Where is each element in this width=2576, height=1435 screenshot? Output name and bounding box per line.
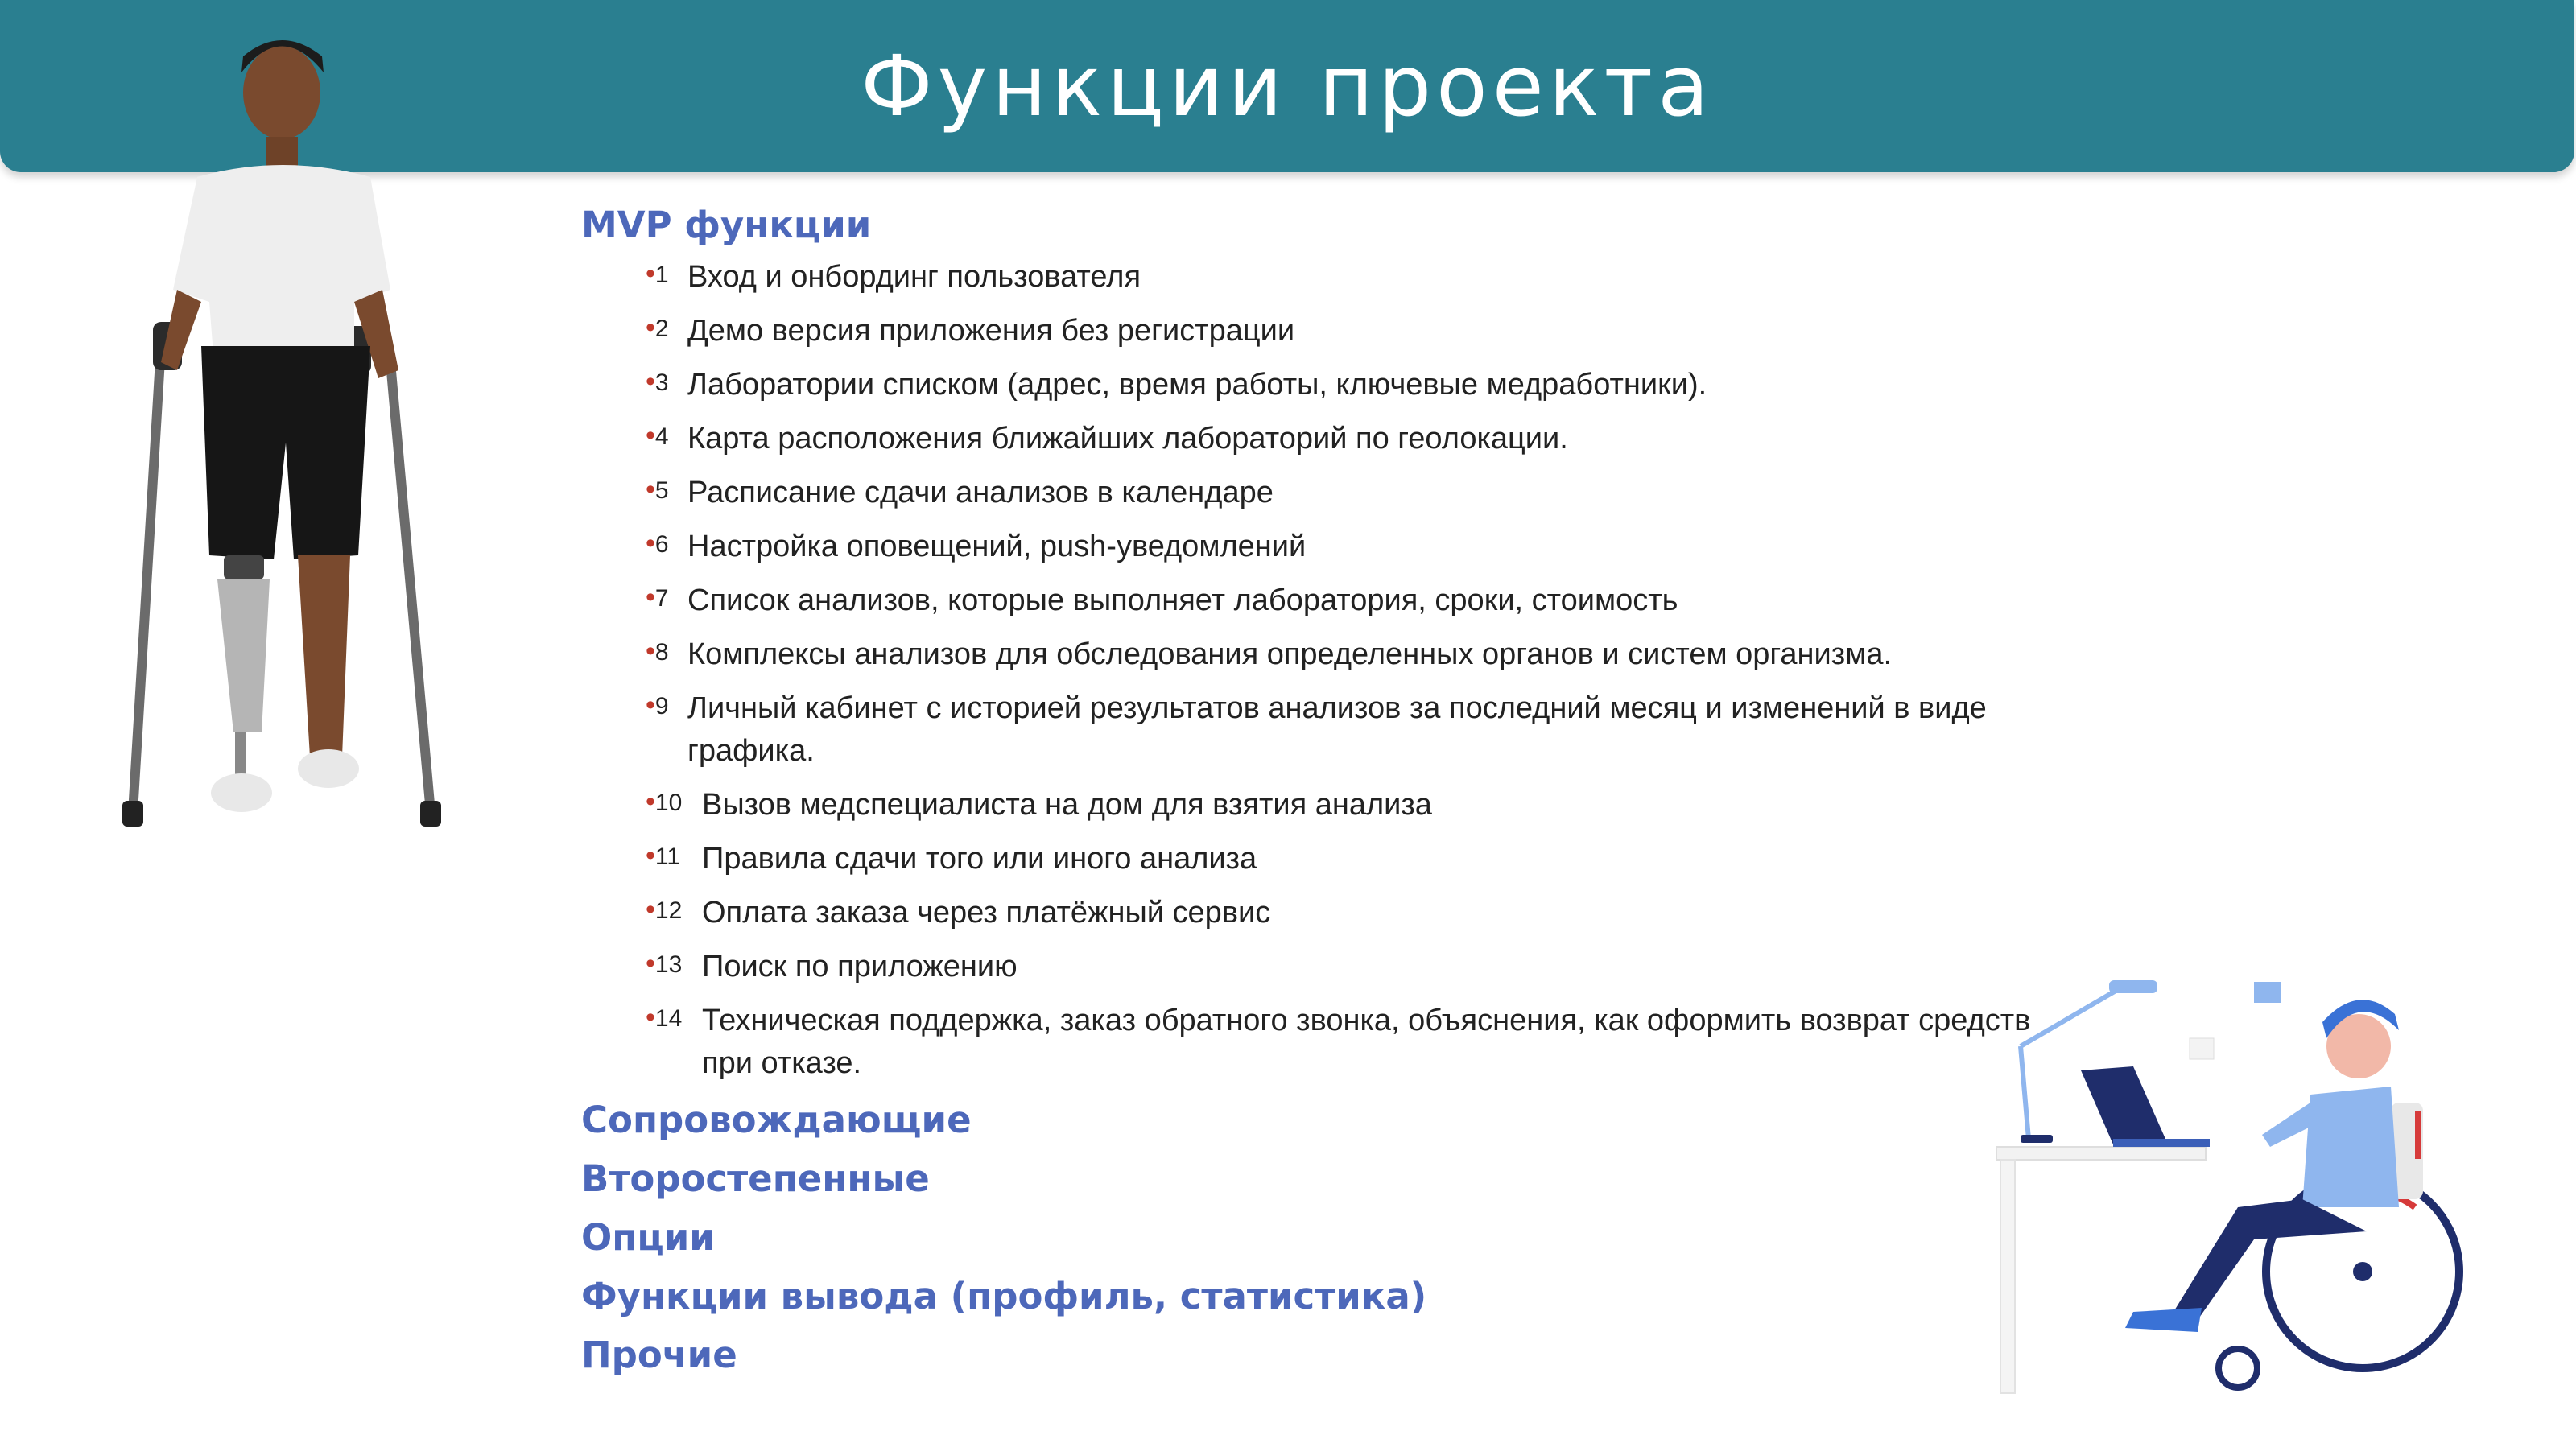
list-item: •7 Список анализов, которые выполняет лаборатория, сроки, стоимость (646, 582, 1678, 617)
item-number: 4 (654, 423, 669, 450)
item-number: 8 (654, 639, 669, 666)
item-text: Настройка оповещений, push-уведомлений (687, 530, 1307, 563)
list-item: •12 Оплата заказа через платёжный сервис (646, 894, 1271, 930)
list-item: •5 Расписание сдачи анализов в календаре (646, 474, 1274, 509)
list-item: •10 Вызов медспециалиста на дом для взятия анализа (646, 786, 1432, 822)
section-heading-other: Прочие (581, 1334, 737, 1376)
item-number: 13 (654, 951, 683, 978)
item-number: 11 (654, 843, 681, 870)
item-number: 5 (654, 477, 669, 504)
list-item: •6 Настройка оповещений, push-уведомлений (646, 528, 1307, 563)
item-text: Расписание сдачи анализов в календаре (687, 476, 1274, 509)
list-item: •14 Техническая поддержка, заказ обратного звонка, объяснения, как оформить возврат средств при отказе. (646, 1002, 2031, 1080)
list-item: •3 Лаборатории списком (адрес, время работы, ключевые медработники). (646, 366, 1707, 402)
item-text: Техническая поддержка, заказ обратного звонка, объяснения, как оформить возврат средств при отказе. (702, 1004, 2031, 1080)
item-text: Поиск по приложению (702, 950, 1018, 983)
page-title: Функции проекта (861, 37, 1714, 135)
section-heading-secondary: Второстепенные (581, 1157, 930, 1200)
item-number: 7 (654, 585, 669, 612)
item-number: 9 (654, 693, 669, 720)
list-item: •13 Поиск по приложению (646, 948, 1018, 983)
item-number: 2 (654, 315, 669, 342)
item-text: Личный кабинет с историей результатов анализов за последний месяц и изменений в виде графика. (687, 691, 1987, 768)
item-number: 6 (654, 531, 669, 558)
list-item: •1 Вход и онбординг пользователя (646, 258, 1141, 294)
item-number: 14 (654, 1005, 683, 1032)
item-text: Список анализов, которые выполняет лаборатория, сроки, стоимость (687, 583, 1678, 617)
list-item: •8 Комплексы анализов для обследования определенных органов и систем организма. (646, 636, 1893, 671)
item-text: Вызов медспециалиста на дом для взятия анализа (702, 788, 1432, 822)
list-item: •11 Правила сдачи того или иного анализа (646, 840, 1257, 876)
mvp-list (581, 256, 2038, 1085)
content-area (581, 201, 2038, 1390)
item-number: 1 (654, 262, 669, 288)
mvp-heading: MVP функции (581, 204, 872, 246)
item-number: 12 (654, 897, 683, 924)
list-item: •2 Демо версия приложения без регистрации (646, 312, 1295, 348)
section-heading-accompanying: Сопровождающие (581, 1099, 972, 1141)
item-text: Правила сдачи того или иного анализа (702, 842, 1257, 876)
list-item: •9 Личный кабинет с историей результатов анализов за последний месяц и изменений в виде графика. (646, 690, 1987, 768)
item-text: Комплексы анализов для обследования определенных органов и систем организма. (687, 637, 1893, 671)
item-text: Демо версия приложения без регистрации (687, 314, 1295, 348)
item-text: Лаборатории списком (адрес, время работы, ключевые медработники). (687, 368, 1707, 402)
wheelchair-user-at-desk-illustration (1996, 966, 2496, 1400)
section-heading-options: Опции (581, 1216, 715, 1259)
list-item: •4 Карта расположения ближайших лабораторий по геолокации. (646, 420, 1568, 456)
item-number: 10 (654, 790, 683, 816)
item-number: 3 (654, 369, 669, 396)
item-text: Вход и онбординг пользователя (687, 260, 1141, 294)
item-text: Карта расположения ближайших лабораторий по геолокации. (687, 422, 1568, 456)
other-sections (581, 1096, 2038, 1379)
item-text: Оплата заказа через платёжный сервис (702, 896, 1271, 930)
section-heading-output: Функции вывода (профиль, статистика) (581, 1275, 1427, 1317)
man-with-crutches-illustration (113, 24, 491, 837)
